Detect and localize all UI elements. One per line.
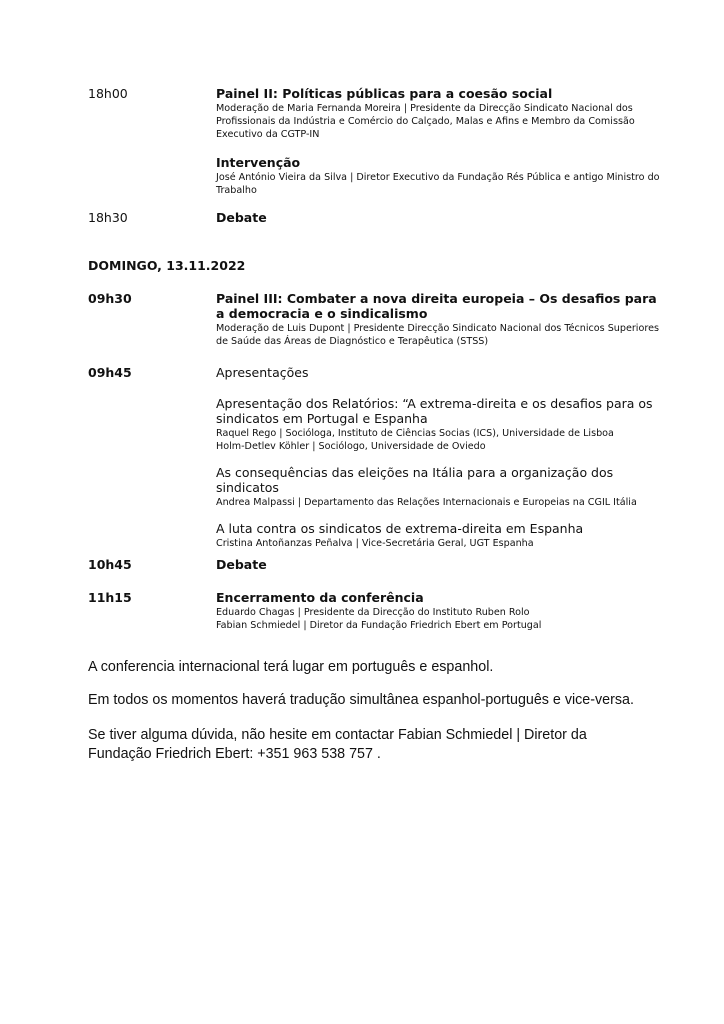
session-title: Debate [216,210,267,225]
session-moderator: Moderação de Maria Fernanda Moreira | Presidente da Direcção Sindicato Nacional dos Profissionais da Indústria e Comércio do Calçado, Malas e Afins e Membro da Comissão Executivo da CGTP-IN [216,103,635,140]
presentation-title-espanha: A luta contra os sindicatos de extrema-direita em Espanha [216,521,584,536]
session-title: Painel III: Combater a nova direita europeia – Os desafios para a democracia e o sindicalismo [216,291,657,321]
intervention-title: Intervenção [216,155,301,170]
session-moderator: Moderação de Luis Dupont | Presidente Direcção Sindicato Nacional dos Técnicos Superiores de Saúde das Áreas de Diagnóstico e Terapêutica (STSS) [216,323,659,347]
presentation-title-relatorios: Apresentação dos Relatórios: “A extrema-direita e os desafios para os sindicatos em Portugal e Espanha [216,396,653,426]
session-title: Encerramento da conferência [216,590,424,605]
session-time: 18h00 [88,86,128,101]
closing-speaker: Eduardo Chagas | Presidente da Direcção do Instituto Ruben Rolo [216,607,530,618]
footer-language-note: A conferencia internacional terá lugar em português e espanhol. [88,659,494,675]
presentation-speaker: Holm-Detlev Köhler | Sociólogo, Universidade de Oviedo [216,441,486,452]
session-time: 09h45 [88,365,132,380]
session-title: Painel II: Políticas públicas para a coesão social [216,86,553,101]
session-time: 18h30 [88,210,128,225]
footer-translation-note: Em todos os momentos haverá tradução simultânea espanhol-português e vice-versa. [88,692,634,708]
presentation-title-italia: As consequências das eleições na Itália para a organização dos sindicatos [216,465,614,495]
intervention-speaker: José António Vieira da Silva | Diretor Executivo da Fundação Rés Pública e antigo Ministro do Trabalho [216,172,660,196]
session-title: Debate [216,557,267,572]
session-time: 10h45 [88,557,132,572]
presentation-speaker: Cristina Antoñanzas Peñalva | Vice-Secretária Geral, UGT Espanha [216,538,534,549]
session-label: Apresentações [216,365,309,380]
session-time: 09h30 [88,291,132,306]
presentation-speaker: Andrea Malpassi | Departamento das Relações Internacionais e Europeias na CGIL Itália [216,497,637,508]
day-heading: DOMINGO, 13.11.2022 [88,258,246,273]
presentation-speaker: Raquel Rego | Socióloga, Instituto de Ciências Socias (ICS), Universidade de Lisboa [216,428,614,439]
footer-contact-note: Se tiver alguma dúvida, não hesite em contactar Fabian Schmiedel | Diretor da Fundação Friedrich Ebert: +351 963 538 757 . [88,727,587,762]
session-time: 11h15 [88,590,132,605]
closing-speaker: Fabian Schmiedel | Diretor da Fundação Friedrich Ebert em Portugal [216,620,542,631]
